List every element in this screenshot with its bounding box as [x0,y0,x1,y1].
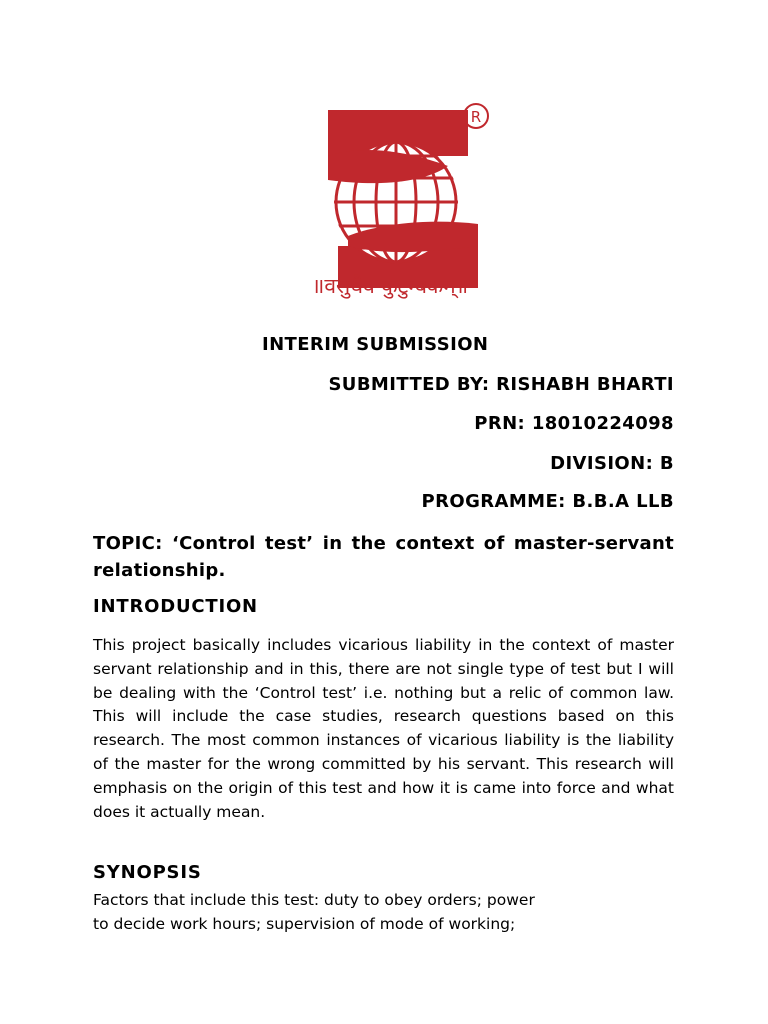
synopsis-heading: SYNOPSIS [93,862,202,883]
division: DIVISION: B [550,453,674,474]
synopsis-line-1: Factors that include this test: duty to obey orders; power [93,891,535,909]
introduction-heading: INTRODUCTION [93,596,258,617]
logo-motto: ॥वसुधैव कुटुम्बकम्॥ [311,274,469,298]
prn-number: PRN: 18010224098 [474,413,674,434]
university-logo [318,96,498,301]
introduction-body: This project basically includes vicarious liability in the context of master servant relationship and in this, there are not single type of test but I will be dealing with the ‘Control test’ i.e. nothing but a relic of common law. This will include the case studies, research questions based on this research. The most common instances of vicarious liability is the liability of the master for the wrong committed by his servant. This research will emphasis on the origin of this test and how it is came into force and what does it actually mean. [93,636,674,821]
globe-emblem-icon [318,96,498,301]
document-title: INTERIM SUBMISSION [262,334,489,355]
programme: PROGRAMME: B.B.A LLB [421,491,674,512]
topic-heading: TOPIC: ‘Control test’ in the context of master-servant relationship. [93,533,674,581]
svg-text:R: R [470,108,482,126]
submitted-by: SUBMITTED BY: RISHABH BHARTI [328,374,674,395]
synopsis-line-2: to decide work hours; supervision of mode of working; [93,915,516,933]
